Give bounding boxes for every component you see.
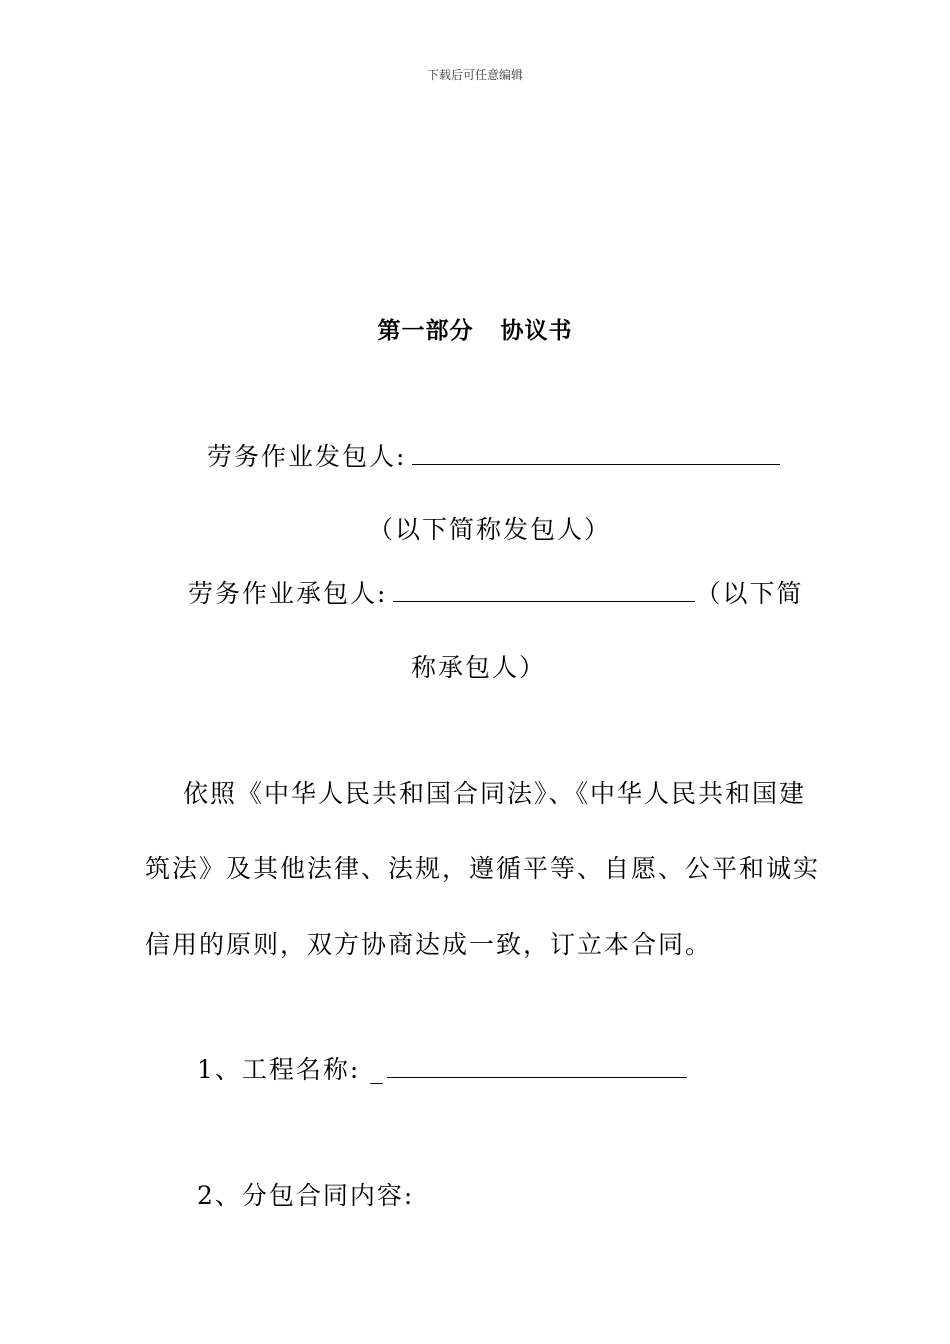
- project-name-blank-field[interactable]: [387, 1055, 687, 1078]
- contractor-label: 劳务作业承包人:: [188, 579, 388, 608]
- employer-blank-field[interactable]: [412, 442, 780, 465]
- page-header-note: 下载后可任意编辑: [426, 68, 523, 82]
- item-1-line: [197, 1050, 687, 1086]
- employer-note: （以下简称发包人）: [368, 515, 612, 544]
- intro-line-2: 筑法》及其他法律、法规，遵循平等、自愿、公平和诚实: [145, 854, 821, 883]
- employer-label: 劳务作业发包人:: [207, 442, 407, 471]
- intro-line-3: 信用的原则，双方协商达成一致，订立本合同。: [145, 930, 713, 959]
- contractor-note-part1: （以下简: [695, 579, 804, 608]
- contractor-line: [188, 574, 803, 610]
- item-2-label: 2、分包合同内容:: [197, 1181, 415, 1210]
- section-title: 第一部分 协议书: [377, 317, 573, 344]
- employer-line: [207, 437, 780, 473]
- intro-line-1: 依照《中华人民共和国合同法》、《中华人民共和国建: [183, 779, 807, 808]
- contractor-blank-field[interactable]: [393, 579, 695, 602]
- contractor-note-part2: 称承包人）: [411, 653, 547, 682]
- item-1-label: 1、工程名称: _: [197, 1055, 385, 1084]
